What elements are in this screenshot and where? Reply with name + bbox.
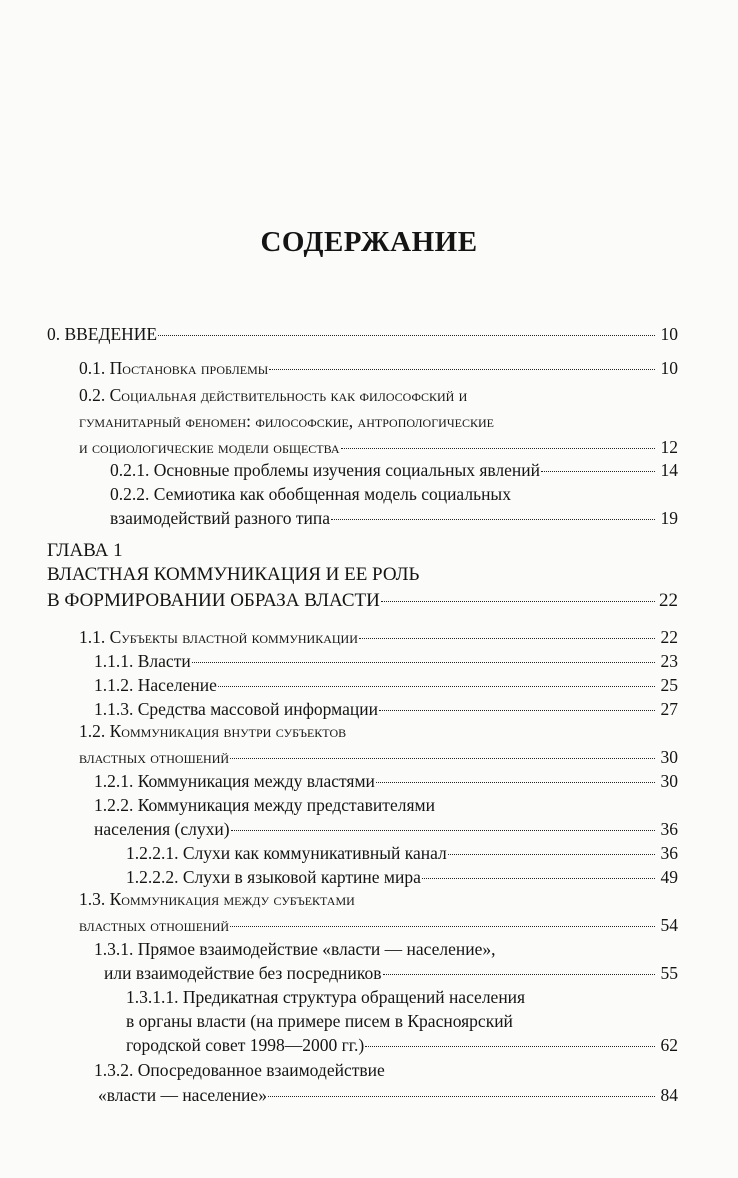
toc-entry-text: 0.2.1. Основные проблемы изучения социальных явлений bbox=[110, 460, 541, 480]
toc-entry-text: и социологические модели общества bbox=[79, 437, 340, 457]
toc-entry[interactable] bbox=[126, 841, 678, 865]
toc-entry-text: 1.1.1. Власти bbox=[94, 651, 191, 671]
toc-entry-text: городской совет 1998—2000 гг.) bbox=[126, 1035, 365, 1055]
toc-entry[interactable] bbox=[79, 745, 678, 769]
leader-dots bbox=[422, 878, 655, 879]
toc-page-number: 12 bbox=[660, 437, 678, 457]
toc-entry-text: «власти — население» bbox=[98, 1085, 267, 1105]
toc-entry[interactable] bbox=[79, 625, 678, 649]
toc-entry[interactable] bbox=[94, 769, 678, 793]
toc-entry-line: 0.2.2. Семиотика как обобщенная модель социальных bbox=[110, 484, 511, 504]
toc-entry-text: В ФОРМИРОВАНИИ ОБРАЗА ВЛАСТИ bbox=[47, 590, 380, 611]
toc-entry-line: 1.3.2. Опосредованное взаимодействие bbox=[94, 1060, 385, 1080]
toc-entry-text: властных отношений bbox=[79, 747, 230, 767]
toc-entry-text: 1.2.2.1. Слухи как коммуникативный канал bbox=[126, 843, 447, 863]
leader-dots bbox=[268, 1096, 655, 1097]
toc-entry-line: 0.2. Социальная действительность как философский и bbox=[79, 385, 468, 405]
toc-entry-text: населения (слухи) bbox=[94, 819, 230, 839]
toc-entry[interactable] bbox=[98, 1083, 678, 1107]
leader-dots bbox=[230, 758, 655, 759]
leader-dots bbox=[192, 662, 655, 663]
toc-page-number: 19 bbox=[660, 508, 678, 528]
toc-entry-line: ВЛАСТНАЯ КОММУНИКАЦИЯ И ЕЕ РОЛЬ bbox=[47, 564, 420, 585]
leader-dots bbox=[158, 335, 655, 336]
toc-page-number: 22 bbox=[660, 627, 678, 647]
toc-page-number: 36 bbox=[660, 843, 678, 863]
toc-entry-text: властных отношений bbox=[79, 915, 230, 935]
toc-page-number: 10 bbox=[660, 324, 678, 344]
toc-page-number: 55 bbox=[660, 963, 678, 983]
toc-entry[interactable] bbox=[79, 356, 678, 380]
toc-entry-text: 1.1.2. Население bbox=[94, 675, 217, 695]
toc-entry[interactable] bbox=[47, 322, 678, 346]
toc-entry[interactable] bbox=[126, 1033, 678, 1057]
toc-entry-line: 1.2.2. Коммуникация между представителями bbox=[94, 795, 435, 815]
toc-page-number: 62 bbox=[660, 1035, 678, 1055]
toc-entry[interactable] bbox=[94, 817, 678, 841]
toc-page-number: 54 bbox=[660, 915, 678, 935]
toc-entry-line: гуманитарный феномен: философские, антропологические bbox=[79, 411, 494, 431]
toc-entry-text: 0. ВВЕДЕНИЕ bbox=[47, 324, 158, 344]
leader-dots bbox=[218, 686, 655, 687]
leader-dots bbox=[365, 1046, 655, 1047]
toc-entry[interactable] bbox=[110, 458, 678, 482]
toc-entry-text: или взаимодействие без посредников bbox=[104, 963, 382, 983]
leader-dots bbox=[383, 974, 656, 975]
leader-dots bbox=[381, 601, 655, 602]
toc-entry-line: в органы власти (на примере писем в Красноярский bbox=[126, 1011, 513, 1031]
toc-page-number: 27 bbox=[660, 699, 678, 719]
toc-page-number: 10 bbox=[660, 358, 678, 378]
toc-entry[interactable] bbox=[126, 865, 678, 889]
toc-entry-line: 1.3.1. Прямое взаимодействие «власти — население», bbox=[94, 939, 496, 959]
toc-entry[interactable] bbox=[94, 673, 678, 697]
leader-dots bbox=[376, 782, 655, 783]
toc-entry-line: 1.3. Коммуникация между субъектами bbox=[79, 889, 355, 909]
toc-entry[interactable] bbox=[79, 913, 678, 937]
toc-entry-text: 1.1. Субъекты властной коммуникации bbox=[79, 627, 358, 647]
toc-entry[interactable] bbox=[94, 649, 678, 673]
toc-entry-text: 0.1. Постановка проблемы bbox=[79, 358, 269, 378]
toc-page-number: 84 bbox=[660, 1085, 678, 1105]
toc-page-number: 23 bbox=[660, 651, 678, 671]
toc-page-number: 30 bbox=[660, 771, 678, 791]
toc-entry[interactable] bbox=[110, 506, 678, 530]
leader-dots bbox=[541, 471, 655, 472]
leader-dots bbox=[379, 710, 655, 711]
leader-dots bbox=[331, 519, 655, 520]
toc-entry-line: 1.2. Коммуникация внутри субъектов bbox=[79, 721, 347, 741]
leader-dots bbox=[231, 830, 655, 831]
leader-dots bbox=[359, 638, 655, 639]
toc-entry[interactable] bbox=[104, 961, 678, 985]
toc-entry[interactable] bbox=[47, 589, 678, 613]
leader-dots bbox=[269, 369, 655, 370]
toc-entry-text: 1.2.2.2. Слухи в языковой картине мира bbox=[126, 867, 421, 887]
toc-entry-text: взаимодействий разного типа bbox=[110, 508, 331, 528]
toc-page-number: 25 bbox=[660, 675, 678, 695]
page-title: СОДЕРЖАНИЕ bbox=[260, 226, 478, 258]
toc-page-number: 22 bbox=[659, 590, 678, 611]
chapter-label: ГЛАВА 1 bbox=[47, 540, 123, 561]
toc-page-number: 49 bbox=[660, 867, 678, 887]
toc-entry[interactable] bbox=[79, 435, 678, 459]
toc-page-number: 36 bbox=[660, 819, 678, 839]
toc-entry-text: 1.1.3. Средства массовой информации bbox=[94, 699, 378, 719]
toc-entry-text: 1.2.1. Коммуникация между властями bbox=[94, 771, 375, 791]
toc-entry[interactable] bbox=[94, 697, 678, 721]
leader-dots bbox=[341, 448, 655, 449]
leader-dots bbox=[448, 854, 655, 855]
toc-page-number: 14 bbox=[660, 460, 678, 480]
leader-dots bbox=[230, 926, 655, 927]
toc-entry-line: 1.3.1.1. Предикатная структура обращений населения bbox=[126, 987, 526, 1007]
toc-page-number: 30 bbox=[660, 747, 678, 767]
